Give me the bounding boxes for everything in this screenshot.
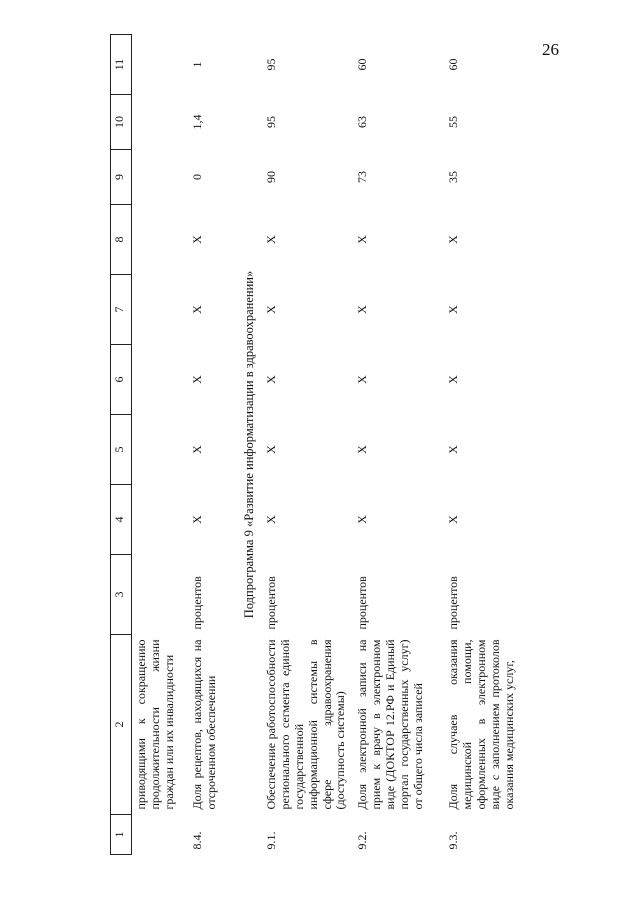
cell-c9: 73 <box>355 171 370 183</box>
cell-c8: X <box>355 235 370 244</box>
cell-c11: 1 <box>190 61 204 68</box>
cell-c9: 35 <box>446 171 461 183</box>
cell-c9: 0 <box>190 174 204 180</box>
cell-c8: X <box>264 235 279 244</box>
header-cell: 2 <box>111 635 132 815</box>
cell-num: 9.1. <box>264 831 279 850</box>
header-cell: 5 <box>111 415 132 485</box>
cell-num: 8.4. <box>190 831 204 850</box>
table-row <box>353 35 444 855</box>
subprogram-title: Подпрограмма 9 «Развитие информатизации в здравоохранении» <box>242 270 256 619</box>
cell-c7: X <box>190 305 204 314</box>
cell-c10: 55 <box>446 116 461 128</box>
cell-c5: X <box>446 445 461 454</box>
table-row <box>188 35 234 855</box>
cell-c4: X <box>355 515 370 524</box>
header-row <box>111 35 132 855</box>
table-row <box>444 35 520 855</box>
cell-c10: 1,4 <box>190 114 204 130</box>
cell-unit: процентов <box>355 576 370 630</box>
header-cell: 9 <box>111 150 132 205</box>
cell-c5: X <box>355 445 370 454</box>
cell-c4: X <box>190 515 204 524</box>
cell-c7: X <box>446 305 461 314</box>
cell-c6: X <box>190 375 204 384</box>
header-cell: 3 <box>111 555 132 635</box>
cell-c6: X <box>355 375 370 384</box>
cell-unit: процентов <box>446 576 461 630</box>
cell-c5: X <box>264 445 279 454</box>
cell-unit: процентов <box>264 576 279 630</box>
header-cell: 7 <box>111 275 132 345</box>
cell-c6: X <box>264 375 279 384</box>
table-row-continuation <box>132 35 189 855</box>
cell-c4: X <box>446 515 461 524</box>
subprogram-row <box>234 35 262 855</box>
header-cell: 8 <box>111 205 132 275</box>
cell-num: 9.2. <box>355 831 370 850</box>
cell-c11: 60 <box>355 58 370 71</box>
cell-c8: X <box>446 235 461 244</box>
cell-num <box>132 815 189 855</box>
indicators-table <box>110 34 520 855</box>
header-cell: 4 <box>111 485 132 555</box>
cell-c11: 60 <box>446 58 461 71</box>
cell-name: Доля рецептов, находящихся на отсроченном обеспечении <box>190 639 218 810</box>
cell-name: Доля случаев оказания медицинской помощи, оформленных в электронном виде с заполнением протоколов оказания медицинских услуг, <box>446 639 516 810</box>
page-number: 26 <box>542 40 559 59</box>
cell-name: Доля электронной записи на прием к врачу в электронном виде (ДОКТОР 12.РФ и Единый портал государственных услуг) от общего числа записей <box>355 639 425 810</box>
cell-name: Обеспечение работоспособности регионального сегмента единой государственной информационной системы в сфере здравоохранения (доступность системы) <box>264 639 348 810</box>
cell-c6: X <box>446 375 461 384</box>
cell-c4: X <box>264 515 279 524</box>
cell-empty <box>132 35 189 635</box>
cell-num: 9.3. <box>446 831 461 850</box>
header-cell: 10 <box>111 95 132 150</box>
header-cell: 1 <box>111 815 132 855</box>
table-row <box>262 35 353 855</box>
cell-c7: X <box>355 305 370 314</box>
cell-c8: X <box>190 235 204 244</box>
rotated-table-container <box>110 35 520 855</box>
cell-name: приводящими к сокращению продолжительности жизни граждан или их инвалидности <box>134 639 176 810</box>
cell-c7: X <box>264 305 279 314</box>
cell-unit: процентов <box>190 576 204 630</box>
cell-c5: X <box>190 445 204 454</box>
cell-c11: 95 <box>264 58 279 71</box>
cell-c10: 63 <box>355 116 370 128</box>
cell-c10: 95 <box>264 116 279 128</box>
cell-c9: 90 <box>264 171 279 183</box>
header-cell: 11 <box>111 35 132 95</box>
header-cell: 6 <box>111 345 132 415</box>
